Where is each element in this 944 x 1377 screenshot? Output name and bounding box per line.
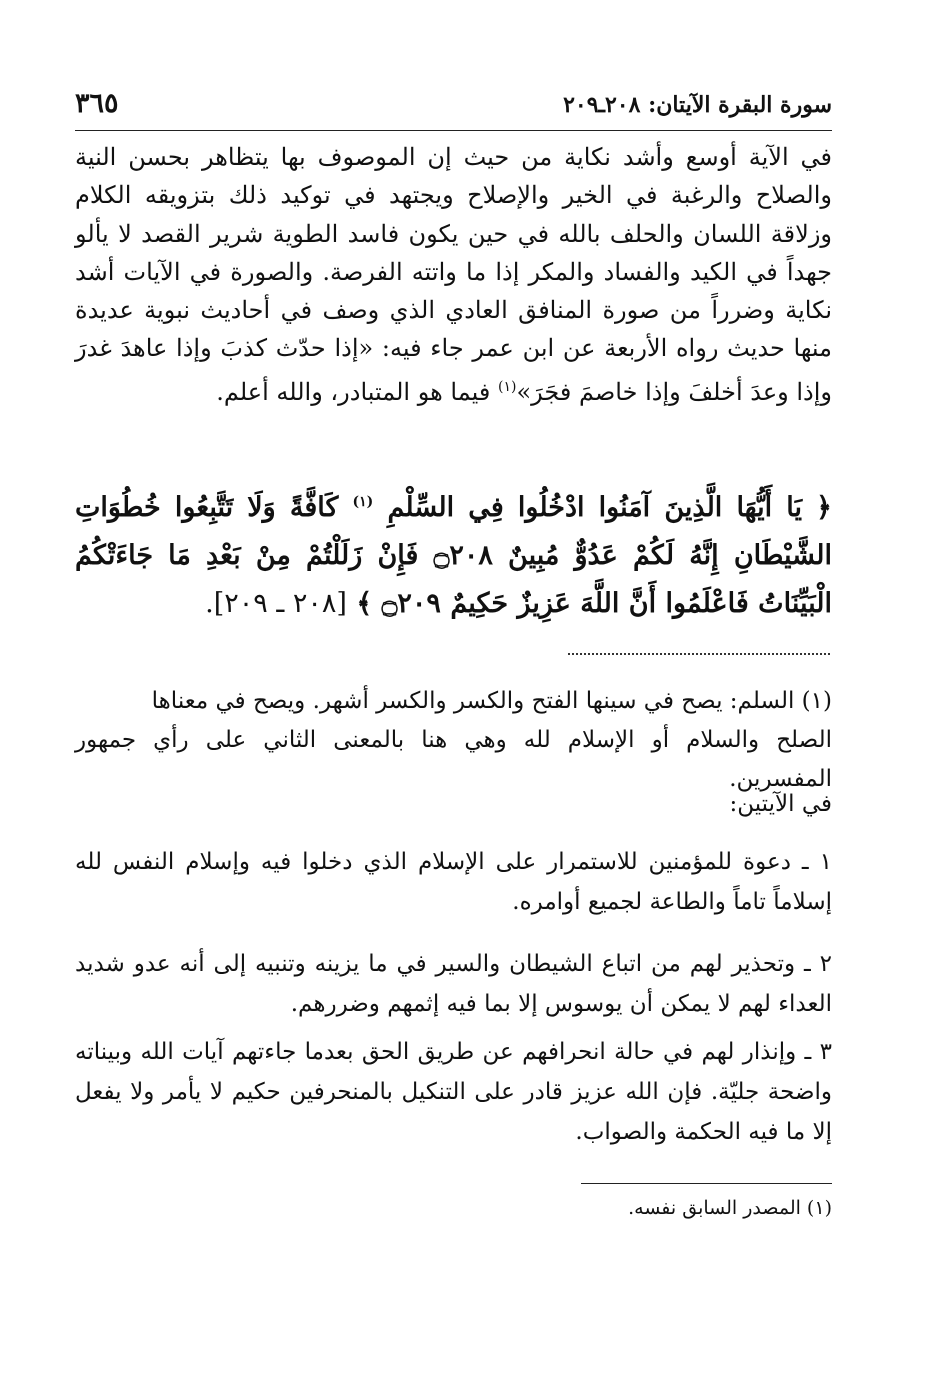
footnote-rule bbox=[581, 1183, 832, 1184]
section-heading: في الآيتين: bbox=[729, 791, 832, 817]
page-number: ٣٦٥ bbox=[75, 88, 119, 119]
verse-reference: [٢٠٨ ـ ٢٠٩]. bbox=[205, 588, 347, 619]
quran-verse bbox=[75, 478, 832, 628]
point-2: ٢ ـ وتحذير لهم من اتباع الشيطان والسير في ما يزينه وتنبيه إلى أنه عدو شديد العداء لهم لا يمكن أن يوسوس إلا بما فيه إثمهم وضررهم. bbox=[75, 951, 832, 1017]
footnote-marker: (١) bbox=[497, 378, 517, 395]
footnote-separator-dots bbox=[568, 653, 830, 655]
footnote-1-line1: (١) السلم: يصح في سينها الفتح والكسر والكسر أشهر. ويصح في معناها bbox=[151, 688, 832, 714]
verse-footnote-marker: (١) bbox=[352, 494, 374, 510]
commentary-text: في الآية أوسع وأشد نكاية من حيث إن الموصوف بها يتظاهر بحسن النية والصلاح والرغبة في الخير والإصلاح ويجتهد في توكيد ذلك بتزويقه الكلام وزلاقة اللسان والحلف بالله في حين يكون فاسد الطوية شرير القصد لا يألو جهداً في الكيد والفساد والمكر إذا ما واتته الفرصة. والصورة في الآيات أشد نكاية وضرراً من صورة المنافق العادي الذي وصف في أحاديث نبوية عديدة منها حديث رواه الأربعة عن ابن عمر جاء فيه: «إذا حدّث كذبَ وإذا عاهدَ غدرَ وإذا وعدَ أخلفَ وإذا خاصمَ فجَرَ» bbox=[75, 143, 832, 406]
verse-text-part1: ﴿ يَا أَيُّهَا الَّذِينَ آمَنُوا ادْخُلُوا فِي السِّلْمِ bbox=[387, 492, 832, 523]
verse-text-part2: كَافَّةً وَلَا تَتَّبِعُوا خُطُوَاتِ الشَّيْطَانِ إِنَّهُ لَكُمْ عَدُوٌّ مُبِينٌ ۝٢٠٨ فَإِنْ زَلَلْتُمْ مِنْ بَعْدِ مَا جَاءَتْكُمُ الْبَيِّنَاتُ فَاعْلَمُوا أَنَّ اللَّهَ عَزِيزٌ حَكِيمٌ ۝٢٠٩ ﴾ bbox=[75, 492, 832, 619]
bottom-footnote: (١) المصدر السابق نفسه. bbox=[628, 1197, 832, 1219]
footnote-1-line2: الصلح والسلام أو الإسلام لله وهي هنا بالمعنى الثاني على رأي جمهور المفسرين. bbox=[75, 727, 832, 792]
commentary-paragraph bbox=[75, 138, 832, 411]
commentary-tail: فيما هو المتبادر، والله أعلم. bbox=[216, 377, 491, 406]
running-title: سورة البقرة الآيتان: ٢٠٨ـ٢٠٩ bbox=[563, 92, 832, 118]
point-1: ١ ـ دعوة للمؤمنين للاستمرار على الإسلام الذي دخلوا فيه وإسلام النفس لله إسلاماً تاماً والطاعة لجميع أوامره. bbox=[75, 849, 832, 915]
page-header bbox=[75, 86, 832, 131]
point-3: ٣ ـ وإنذار لهم في حالة انحرافهم عن طريق الحق بعدما جاءتهم آيات الله وبيناته واضحة جليّة. فإن الله عزيز قادر على التنكيل بالمنحرفين حكيم لا يأمر ولا يفعل إلا ما فيه الحكمة والصواب. bbox=[75, 1039, 832, 1145]
footnote-1 bbox=[75, 682, 832, 799]
